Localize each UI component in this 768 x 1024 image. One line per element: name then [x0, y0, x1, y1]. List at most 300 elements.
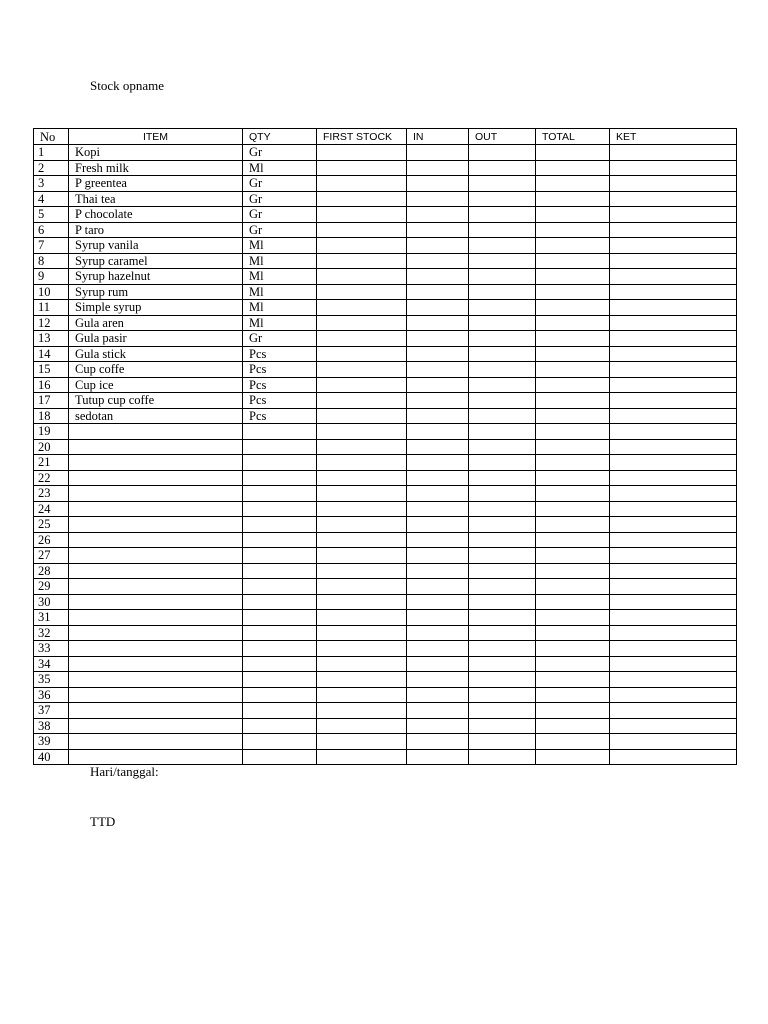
first-stock-cell [317, 269, 407, 285]
item-unit [243, 610, 317, 626]
in-cell [407, 315, 469, 331]
out-cell [469, 610, 536, 626]
item-name [69, 439, 243, 455]
in-cell [407, 253, 469, 269]
table-row [34, 718, 737, 734]
row-number: 11 [34, 300, 69, 316]
first-stock-cell [317, 331, 407, 347]
row-number: 37 [34, 703, 69, 719]
item-name [69, 501, 243, 517]
total-cell [536, 656, 610, 672]
out-cell [469, 517, 536, 533]
row-number: 24 [34, 501, 69, 517]
item-unit: Ml [243, 300, 317, 316]
total-cell [536, 300, 610, 316]
item-name [69, 672, 243, 688]
item-name: Cup coffe [69, 362, 243, 378]
table-row [34, 315, 737, 331]
row-number: 10 [34, 284, 69, 300]
ket-cell [610, 145, 737, 161]
table-row [34, 687, 737, 703]
out-cell [469, 734, 536, 750]
table-row [34, 145, 737, 161]
item-name: Gula stick [69, 346, 243, 362]
in-cell [407, 517, 469, 533]
item-unit: Pcs [243, 346, 317, 362]
first-stock-cell [317, 625, 407, 641]
first-stock-cell [317, 284, 407, 300]
in-cell [407, 377, 469, 393]
ket-cell [610, 439, 737, 455]
item-unit: Pcs [243, 393, 317, 409]
in-cell [407, 145, 469, 161]
row-number: 20 [34, 439, 69, 455]
item-name [69, 734, 243, 750]
table-row [34, 408, 737, 424]
out-cell [469, 160, 536, 176]
item-unit [243, 734, 317, 750]
in-cell [407, 501, 469, 517]
table-row [34, 439, 737, 455]
table-row [34, 362, 737, 378]
in-cell [407, 687, 469, 703]
out-cell [469, 501, 536, 517]
total-cell [536, 672, 610, 688]
row-number: 4 [34, 191, 69, 207]
row-number: 9 [34, 269, 69, 285]
table-row [34, 656, 737, 672]
total-cell [536, 594, 610, 610]
table-row [34, 393, 737, 409]
first-stock-cell [317, 470, 407, 486]
first-stock-cell [317, 610, 407, 626]
in-cell [407, 610, 469, 626]
first-stock-cell [317, 641, 407, 657]
total-cell [536, 455, 610, 471]
out-cell [469, 191, 536, 207]
out-cell [469, 145, 536, 161]
row-number: 31 [34, 610, 69, 626]
in-cell [407, 238, 469, 254]
item-name [69, 563, 243, 579]
table-row [34, 470, 737, 486]
item-name [69, 625, 243, 641]
item-unit: Ml [243, 238, 317, 254]
first-stock-cell [317, 377, 407, 393]
header-qty: QTY [243, 129, 317, 145]
item-name [69, 532, 243, 548]
in-cell [407, 718, 469, 734]
ket-cell [610, 749, 737, 765]
first-stock-cell [317, 517, 407, 533]
row-number: 29 [34, 579, 69, 595]
ket-cell [610, 532, 737, 548]
in-cell [407, 563, 469, 579]
in-cell [407, 486, 469, 502]
header-in: IN [407, 129, 469, 145]
table-row [34, 501, 737, 517]
table-row [34, 424, 737, 440]
out-cell [469, 269, 536, 285]
first-stock-cell [317, 532, 407, 548]
table-row [34, 749, 737, 765]
total-cell [536, 331, 610, 347]
item-name: sedotan [69, 408, 243, 424]
row-number: 26 [34, 532, 69, 548]
in-cell [407, 641, 469, 657]
page-title: Stock opname [90, 78, 165, 93]
row-number: 39 [34, 734, 69, 750]
ket-cell [610, 486, 737, 502]
first-stock-cell [317, 672, 407, 688]
item-unit: Gr [243, 176, 317, 192]
table-row [34, 703, 737, 719]
header-out: OUT [469, 129, 536, 145]
total-cell [536, 486, 610, 502]
ket-cell [610, 253, 737, 269]
ket-cell [610, 579, 737, 595]
item-name [69, 455, 243, 471]
in-cell [407, 579, 469, 595]
item-name: Cup ice [69, 377, 243, 393]
total-cell [536, 362, 610, 378]
first-stock-cell [317, 563, 407, 579]
item-unit [243, 672, 317, 688]
item-name: Syrup caramel [69, 253, 243, 269]
item-name [69, 718, 243, 734]
table-row [34, 532, 737, 548]
table-row [34, 284, 737, 300]
row-number: 5 [34, 207, 69, 223]
table-row [34, 610, 737, 626]
in-cell [407, 284, 469, 300]
total-cell [536, 532, 610, 548]
table-row [34, 517, 737, 533]
ket-cell [610, 672, 737, 688]
date-label: Hari/tanggal: [90, 764, 159, 779]
row-number: 35 [34, 672, 69, 688]
item-unit [243, 594, 317, 610]
row-number: 15 [34, 362, 69, 378]
table-row [34, 160, 737, 176]
item-unit [243, 501, 317, 517]
item-name: P chocolate [69, 207, 243, 223]
row-number: 17 [34, 393, 69, 409]
total-cell [536, 315, 610, 331]
row-number: 28 [34, 563, 69, 579]
row-number: 36 [34, 687, 69, 703]
total-cell [536, 610, 610, 626]
item-name: Kopi [69, 145, 243, 161]
item-name [69, 749, 243, 765]
ket-cell [610, 191, 737, 207]
item-unit: Pcs [243, 377, 317, 393]
first-stock-cell [317, 160, 407, 176]
table-row [34, 331, 737, 347]
out-cell [469, 284, 536, 300]
item-name [69, 424, 243, 440]
out-cell [469, 377, 536, 393]
row-number: 22 [34, 470, 69, 486]
first-stock-cell [317, 656, 407, 672]
in-cell [407, 362, 469, 378]
item-name [69, 486, 243, 502]
item-unit: Gr [243, 331, 317, 347]
first-stock-cell [317, 408, 407, 424]
first-stock-cell [317, 346, 407, 362]
out-cell [469, 238, 536, 254]
out-cell [469, 222, 536, 238]
in-cell [407, 703, 469, 719]
row-number: 27 [34, 548, 69, 564]
in-cell [407, 222, 469, 238]
item-unit: Ml [243, 284, 317, 300]
first-stock-cell [317, 253, 407, 269]
in-cell [407, 269, 469, 285]
out-cell [469, 439, 536, 455]
out-cell [469, 532, 536, 548]
total-cell [536, 749, 610, 765]
item-name: P taro [69, 222, 243, 238]
item-unit [243, 439, 317, 455]
ket-cell [610, 284, 737, 300]
first-stock-cell [317, 455, 407, 471]
table-body [34, 145, 737, 765]
ket-cell [610, 718, 737, 734]
ket-cell [610, 641, 737, 657]
row-number: 40 [34, 749, 69, 765]
in-cell [407, 749, 469, 765]
in-cell [407, 455, 469, 471]
first-stock-cell [317, 703, 407, 719]
item-unit: Gr [243, 207, 317, 223]
first-stock-cell [317, 362, 407, 378]
first-stock-cell [317, 145, 407, 161]
table-row [34, 269, 737, 285]
item-name [69, 594, 243, 610]
item-unit: Gr [243, 145, 317, 161]
first-stock-cell [317, 300, 407, 316]
total-cell [536, 579, 610, 595]
total-cell [536, 718, 610, 734]
total-cell [536, 424, 610, 440]
total-cell [536, 207, 610, 223]
total-cell [536, 641, 610, 657]
ket-cell [610, 377, 737, 393]
item-unit: Pcs [243, 362, 317, 378]
out-cell [469, 253, 536, 269]
item-unit [243, 641, 317, 657]
item-name: Fresh milk [69, 160, 243, 176]
out-cell [469, 455, 536, 471]
row-number: 25 [34, 517, 69, 533]
in-cell [407, 408, 469, 424]
in-cell [407, 393, 469, 409]
in-cell [407, 160, 469, 176]
in-cell [407, 439, 469, 455]
total-cell [536, 470, 610, 486]
out-cell [469, 749, 536, 765]
item-unit: Gr [243, 222, 317, 238]
in-cell [407, 176, 469, 192]
ket-cell [610, 424, 737, 440]
ket-cell [610, 703, 737, 719]
item-name [69, 641, 243, 657]
first-stock-cell [317, 501, 407, 517]
ket-cell [610, 176, 737, 192]
item-name: P greentea [69, 176, 243, 192]
first-stock-cell [317, 734, 407, 750]
table-row [34, 672, 737, 688]
total-cell [536, 563, 610, 579]
item-unit [243, 579, 317, 595]
ket-cell [610, 346, 737, 362]
ket-cell [610, 315, 737, 331]
item-name [69, 656, 243, 672]
in-cell [407, 207, 469, 223]
ket-cell [610, 331, 737, 347]
header-ket: KET [610, 129, 737, 145]
header-no: No [34, 129, 69, 145]
total-cell [536, 393, 610, 409]
first-stock-cell [317, 424, 407, 440]
first-stock-cell [317, 393, 407, 409]
item-unit: Ml [243, 269, 317, 285]
table-row [34, 563, 737, 579]
out-cell [469, 331, 536, 347]
row-number: 33 [34, 641, 69, 657]
item-unit [243, 656, 317, 672]
first-stock-cell [317, 548, 407, 564]
item-name [69, 579, 243, 595]
total-cell [536, 734, 610, 750]
row-number: 13 [34, 331, 69, 347]
first-stock-cell [317, 687, 407, 703]
in-cell [407, 532, 469, 548]
in-cell [407, 672, 469, 688]
ket-cell [610, 300, 737, 316]
table-row [34, 377, 737, 393]
total-cell [536, 501, 610, 517]
item-unit: Ml [243, 315, 317, 331]
item-unit [243, 625, 317, 641]
out-cell [469, 486, 536, 502]
total-cell [536, 703, 610, 719]
row-number: 34 [34, 656, 69, 672]
out-cell [469, 300, 536, 316]
out-cell [469, 362, 536, 378]
table-header-row [34, 129, 737, 145]
in-cell [407, 656, 469, 672]
in-cell [407, 346, 469, 362]
header-item: ITEM [69, 129, 243, 145]
in-cell [407, 625, 469, 641]
first-stock-cell [317, 749, 407, 765]
item-unit [243, 687, 317, 703]
item-unit [243, 718, 317, 734]
table-row [34, 548, 737, 564]
first-stock-cell [317, 579, 407, 595]
item-unit: Gr [243, 191, 317, 207]
ket-cell [610, 517, 737, 533]
in-cell [407, 594, 469, 610]
table-row [34, 625, 737, 641]
ket-cell [610, 594, 737, 610]
first-stock-cell [317, 222, 407, 238]
row-number: 8 [34, 253, 69, 269]
row-number: 21 [34, 455, 69, 471]
table-row [34, 579, 737, 595]
ket-cell [610, 222, 737, 238]
ket-cell [610, 656, 737, 672]
in-cell [407, 424, 469, 440]
total-cell [536, 238, 610, 254]
row-number: 16 [34, 377, 69, 393]
first-stock-cell [317, 439, 407, 455]
item-unit: Pcs [243, 408, 317, 424]
in-cell [407, 300, 469, 316]
first-stock-cell [317, 207, 407, 223]
row-number: 19 [34, 424, 69, 440]
signature-label: TTD [90, 814, 116, 829]
total-cell [536, 160, 610, 176]
total-cell [536, 548, 610, 564]
table-row [34, 238, 737, 254]
out-cell [469, 393, 536, 409]
total-cell [536, 253, 610, 269]
item-unit [243, 749, 317, 765]
ket-cell [610, 563, 737, 579]
row-number: 6 [34, 222, 69, 238]
out-cell [469, 470, 536, 486]
out-cell [469, 687, 536, 703]
table-row [34, 300, 737, 316]
in-cell [407, 734, 469, 750]
first-stock-cell [317, 176, 407, 192]
ket-cell [610, 548, 737, 564]
item-name [69, 610, 243, 626]
total-cell [536, 176, 610, 192]
item-unit [243, 563, 317, 579]
row-number: 12 [34, 315, 69, 331]
total-cell [536, 687, 610, 703]
first-stock-cell [317, 191, 407, 207]
item-name: Thai tea [69, 191, 243, 207]
total-cell [536, 284, 610, 300]
out-cell [469, 563, 536, 579]
item-unit [243, 532, 317, 548]
ket-cell [610, 625, 737, 641]
ket-cell [610, 238, 737, 254]
item-name [69, 548, 243, 564]
row-number: 23 [34, 486, 69, 502]
out-cell [469, 408, 536, 424]
item-name: Tutup cup coffe [69, 393, 243, 409]
item-name: Syrup vanila [69, 238, 243, 254]
total-cell [536, 408, 610, 424]
table-row [34, 222, 737, 238]
total-cell [536, 377, 610, 393]
ket-cell [610, 470, 737, 486]
out-cell [469, 594, 536, 610]
total-cell [536, 145, 610, 161]
row-number: 32 [34, 625, 69, 641]
item-name [69, 687, 243, 703]
table-row [34, 253, 737, 269]
item-name [69, 470, 243, 486]
table-row [34, 594, 737, 610]
out-cell [469, 625, 536, 641]
